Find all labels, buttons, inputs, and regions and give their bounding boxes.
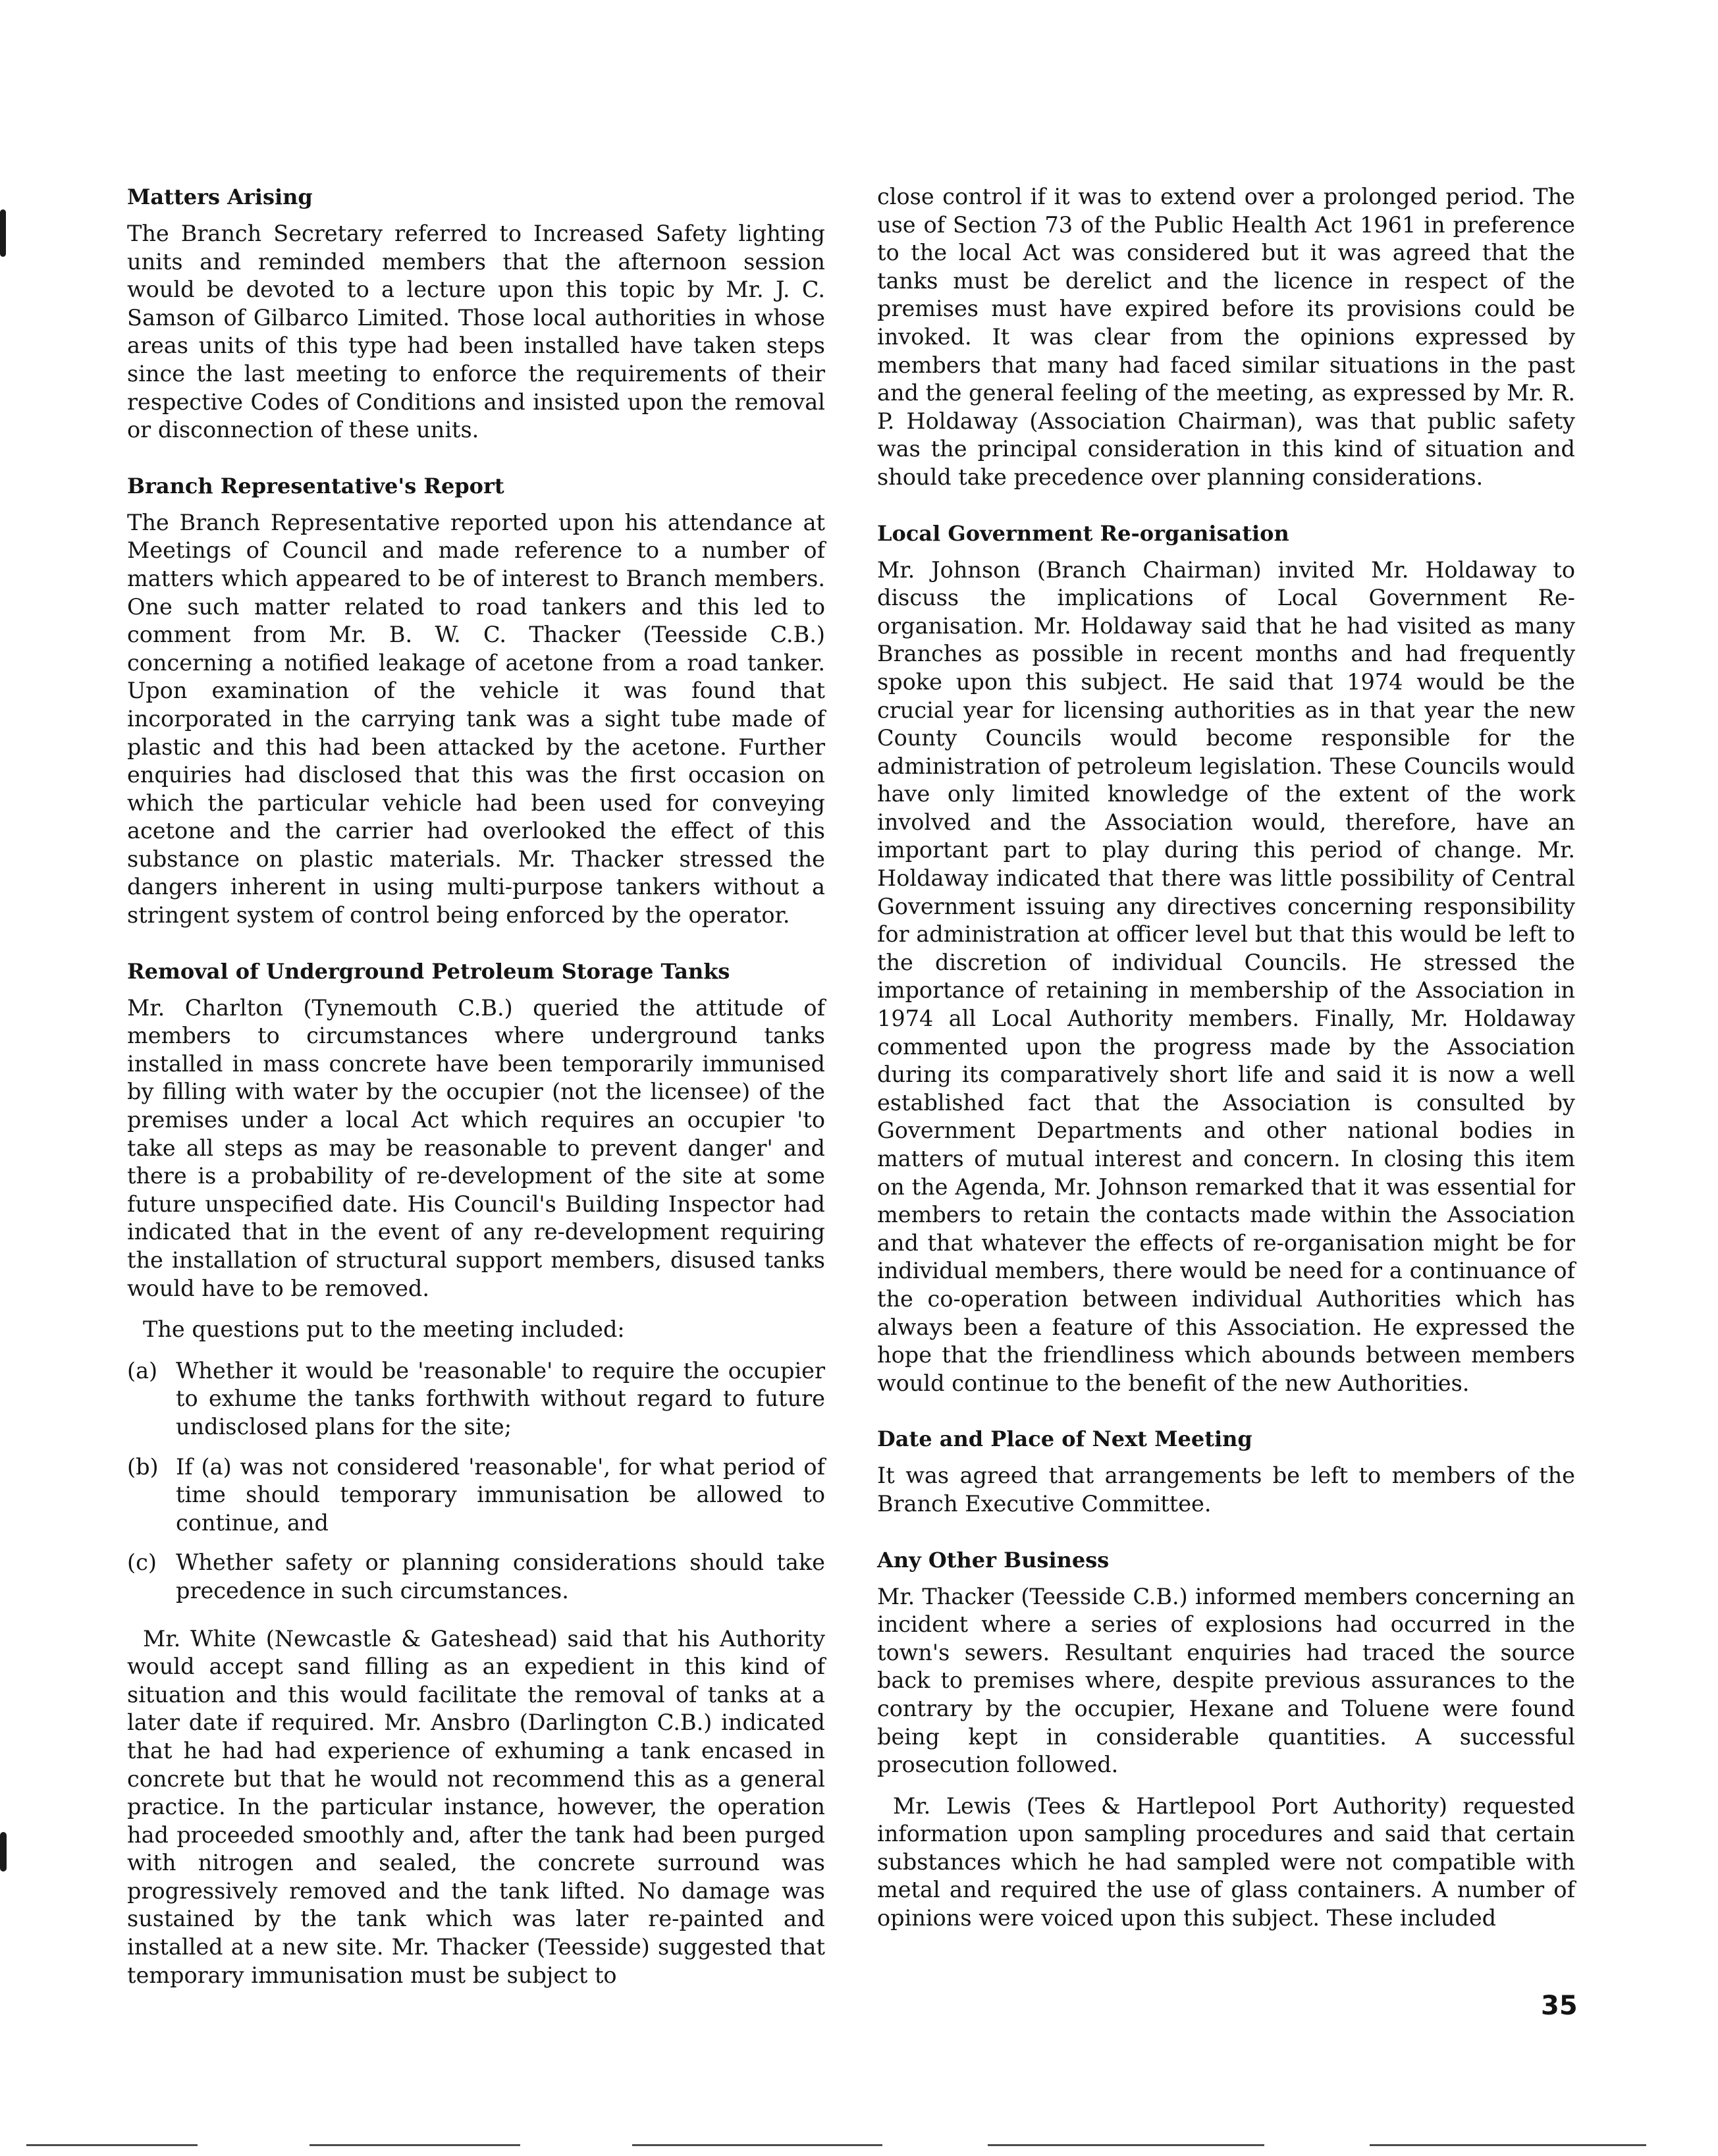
paragraph-branch-report: The Branch Representative reported upon his attendance at Meetings of Council and made reference to a number of matters which appeared to be of interest to Branch members. One such matter related to road tankers and this led to comment from Mr. B. W. C. Thacker (Teesside C.B.) concerning a notified leakage of acetone from a road tanker. Upon examination of the vehicle it was found that incorporated in the carrying tank was a sight tube made of plastic and this had been attacked by the acetone. Further enquiries had disclosed that this was the first occasion on which the particular vehicle had been used for conveying acetone and the carrier had overlooked the effect of this substance on plastic materials. Mr. Thacker stressed the dangers inherent in using multi-purpose tankers without a stringent system of control being enforced by the operator.: [127, 509, 825, 929]
question-label: (b): [127, 1453, 159, 1480]
scan-mark-top: [0, 209, 6, 257]
paragraph-matters-arising: The Branch Secretary referred to Increased Safety lighting units and reminded members that the afternoon session would be devoted to a lecture upon this topic by Mr. J. C. Samson of Gilbarco Limited. Those local authorities in whose areas units of this type had been installed have taken steps since the last meeting to enforce the requirements of their respective Codes of Conditions and insisted upon the removal or disconnection of these units.: [127, 221, 825, 443]
paragraph-discussion: Mr. White (Newcastle & Gateshead) said that his Authority would accept sand filling as an expedient in this kind of situation and this would facilitate the removal of tanks at a later date if required. Mr. Ansbro (Darlington C.B.) indicated that he had had experience of exhuming a tank encased in concrete but that he would not recommend this as a general practice. In the particular instance, however, the operation had proceeded smoothly and, after the tank had been purged with nitrogen and sealed, the concrete surround was progressively removed and the tank lifted. No damage was sustained by the tank which was later re-painted and installed at a new site. Mr. Thacker (Teesside) suggested that temporary immunisation must be subject to: [127, 1625, 825, 1988]
bottom-rule: [988, 2144, 1264, 2146]
section-matters-arising: [127, 183, 825, 445]
section-other-business: [877, 1546, 1575, 1933]
bottom-rule: [632, 2144, 882, 2146]
heading-matters-arising: Matters Arising: [127, 184, 313, 209]
question-label: (c): [127, 1550, 157, 1576]
paragraph-continuation: close control if it was to extend over a prolonged period. The use of Section 73 of the Public Health Act 1961 in preference to the local Act was considered but it was agreed that the tanks must be derelict and the licence in respect of the premises must have expired before its provisions could be invoked. It was clear from the opinions expressed by members that many had faced similar situations in the past and the general feeling of the meeting, as expressed by Mr. R. P. Holdaway (Association Chairman), was that public safety was the principal consideration in this kind of situation and should take precedence over planning considerations.: [877, 184, 1575, 490]
list-item: [127, 1357, 825, 1442]
question-text: If (a) was not considered 'reasonable', for what period of time should temporary immunisation be allowed to continue, and: [176, 1453, 825, 1536]
heading-branch-report: Branch Representative's Report: [127, 473, 504, 499]
question-text: Whether it would be 'reasonable' to require the occupier to exhume the tanks forthwith without regard to future undisclosed plans for the site;: [176, 1357, 825, 1440]
section-branch-report: [127, 472, 825, 930]
heading-removal-tanks: Removal of Underground Petroleum Storage Tanks: [127, 958, 730, 984]
section-next-meeting: [877, 1425, 1575, 1518]
paragraph-other-business-2: Mr. Lewis (Tees & Hartlepool Port Authority) requested information upon sampling procedures and said that certain substances which he had sampled were not compatible with metal and required the use of glass containers. A number of opinions were voiced upon this subject. These included: [877, 1792, 1575, 1931]
bottom-rule: [26, 2144, 198, 2146]
question-label: (a): [127, 1357, 158, 1384]
bottom-rule: [1370, 2144, 1646, 2146]
paragraph-removal-tanks: Mr. Charlton (Tynemouth C.B.) queried the attitude of members to circumstances where underground tanks installed in mass concrete have been temporarily immunised by filling with water by the occupier (not the licensee) of the premises under a local Act which requires an occupier 'to take all steps as may be reasonable to prevent danger' and there is a probability of re-development of the site at some future unspecified date. His Council's Building Inspector had indicated that in the event of any re-development requiring the installation of structural support members, disused tanks would have to be removed.: [127, 994, 825, 1301]
list-item: [127, 1549, 825, 1605]
questions-list: [127, 1357, 825, 1605]
question-text: Whether safety or planning considerations should take precedence in such circumstances.: [176, 1550, 825, 1604]
page-number: 35: [1541, 1991, 1578, 2021]
scan-mark-bottom: [0, 1832, 7, 1872]
heading-other-business: Any Other Business: [877, 1547, 1110, 1573]
list-item: [127, 1453, 825, 1538]
paragraph-local-government: Mr. Johnson (Branch Chairman) invited Mr. Holdaway to discuss the implications of Local Government Re-organisation. Mr. Holdaway said that he had visited as many Branches as possible in recent months and had frequently spoke upon this subject. He said that 1974 would be the crucial year for licensing authorities as in that year the new County Councils would become responsible for the administration of petroleum legislation. These Councils would have only limited knowledge of the extent of the work involved and the Association would, therefore, have an important part to play during this period of change. Mr. Holdaway indicated that there was little possibility of Central Government issuing any directives concerning responsibility for administration at officer level but that this would be left to the discretion of individual Councils. He stressed the importance of retaining in membership of the Association in 1974 all Local Authority members. Finally, Mr. Holdaway commented upon the progress made by the Association during its comparatively short life and said it is now a well established fact that the Association is consulted by Government Departments and other national bodies in matters of mutual interest and concern. In closing this item on the Agenda, Mr. Johnson remarked that it was essential for members to retain the contacts made within the Association and that whatever the effects of re-organisation might be for individual members, there would be need for a continuance of the co-operation between individual Authorities which has always been a feature of this Association. He expressed the hope that the friendliness which abounds between members would continue to the benefit of the new Authorities.: [877, 556, 1575, 1396]
heading-next-meeting: Date and Place of Next Meeting: [877, 1426, 1252, 1452]
left-column: [127, 183, 825, 2017]
paragraph-next-meeting: It was agreed that arrangements be left to members of the Branch Executive Committee.: [877, 1463, 1575, 1517]
section-removal-tanks: [127, 957, 825, 1990]
questions-intro: The questions put to the meeting included:: [143, 1316, 625, 1343]
section-local-government: [877, 520, 1575, 1398]
paragraph-other-business-1: Mr. Thacker (Teesside C.B.) informed members concerning an incident where a series of explosions had occurred in the town's sewers. Resultant enquiries had traced the source back to premises where, despite previous assurances to the contrary by the occupier, Hexane and Toluene were found being kept in considerable quantities. A successful prosecution followed.: [877, 1583, 1575, 1778]
bottom-rule: [309, 2144, 520, 2146]
right-column: [877, 183, 1575, 1960]
heading-local-government: Local Government Re-organisation: [877, 520, 1289, 546]
